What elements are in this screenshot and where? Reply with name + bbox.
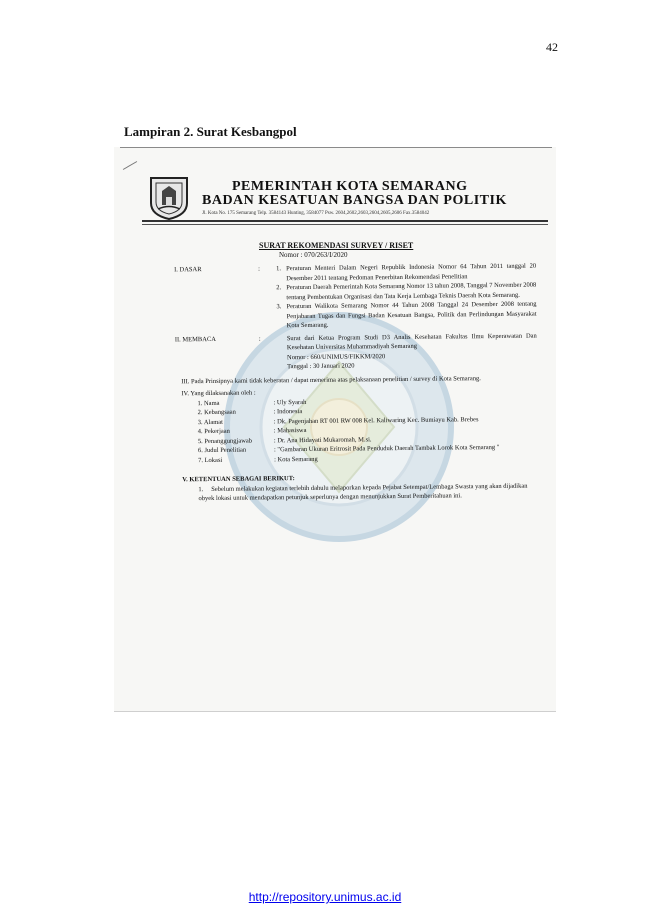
section-dasar <box>114 261 556 332</box>
section-label: I. DASAR <box>174 266 202 274</box>
row-value: : Dk. Pagenjahan RT 001 RW 008 Kel. Kaliwaring Kec. Bumiayu Kab. Brebes <box>273 415 479 425</box>
scan-top-rule <box>120 147 552 148</box>
row-key: 7. Lokasi <box>198 456 223 464</box>
government-name: PEMERINTAH KOTA SEMARANG <box>232 179 468 194</box>
item-text: Tanggal : 30 Januari 2020 <box>287 362 355 371</box>
approval-statement: III. Pada Prinsipnya kami tidak keberatan / dapat menerima atas pelaksanaan penelitian / survey di Kota Semarang. <box>181 374 481 385</box>
list-item <box>114 299 556 332</box>
item-text: Nomor : 660/UNIMUS/FIKKM/2020 <box>286 352 386 361</box>
appendix-title: Lampiran 2. Surat Kesbangpol <box>124 124 297 139</box>
row-value: : Mahasiswa <box>273 426 307 435</box>
identity-table <box>115 395 556 466</box>
page-number: 42 <box>546 40 558 54</box>
row-key: 4. Pekerjaan <box>197 427 230 436</box>
row-key: 3. Alamat <box>197 418 223 426</box>
row-key: 6. Judul Penelitian <box>197 446 247 455</box>
item-number: 3. <box>276 303 282 311</box>
scan-mark <box>123 161 137 170</box>
row-value: : Indonesia <box>273 408 303 416</box>
item-text: Peraturan Menteri Dalam Negeri Republik Indonesia Nomor 64 Tahun 2011 tanggal 20 Desember 2011 tentang Pedoman Penerbitan Rekomendasi Penelitian <box>286 262 537 282</box>
item-text: Surat dari Ketua Program Studi D3 Analis Kesehatan Fakultas Ilmu Keperawatan Dan Kesehatan Universitas Muhammadiyah Semarang <box>286 332 537 352</box>
agency-name: BADAN KESATUAN BANGSA DAN POLITIK <box>202 193 507 208</box>
item-number: 1. <box>276 265 281 273</box>
item-text: Peraturan Walikota Semarang Nomor 44 Tahun 2008 Tanggal 24 Desember 2008 tentang Penjabaran Tugas dan Fungsi Badan Kesatuan Bangsa, Politik dan Perlindungan Masyarakat Kota Semarang. <box>286 300 537 330</box>
section-label: II. MEMBACA <box>174 335 217 343</box>
letter-body <box>114 258 556 504</box>
item-text: Sebelum melakukan kegiatan terlebih dahulu melaporkan kepada Pejabat Setempat/Lembaga Swasta yang akan dijadikan obyek lokasi untuk mendapatkan petunjuk seperlunya dengan menunjukkan Surat Pemberitahuan ini. <box>198 482 528 503</box>
row-key: 2. Kebangsaan <box>197 408 236 417</box>
agency-address: Jl. Kota No. 175 Semarang Telp. 3584143 Hunting, 3584077 Psw. 2604,2602,2603,2604,2605,2606 Fax.3584042 <box>202 211 430 216</box>
section-membaca <box>115 331 556 374</box>
repository-link[interactable]: http://repository.unimus.ac.id <box>248 890 402 904</box>
item-text: Peraturan Daerah Pemerintah Kota Semarang Nomor 13 tahun 2008, Tanggal 7 November 2008 tentang Pembentukan Organisasi dan Tata Kerja Lembaga Teknis Daerah Kota Semarang. <box>286 281 537 301</box>
row-key: 5. Penanggungjawab <box>197 437 253 445</box>
row-key: 1. Nama <box>197 399 220 407</box>
row-value: : Dr. Ana Hidayati Mukaromah, M.si. <box>273 435 372 444</box>
letter-title: SURAT REKOMENDASI SURVEY / RISET <box>259 241 414 250</box>
letter-number: Nomor : 070/263/I/2020 <box>279 251 348 259</box>
row-value: : Uly Syarah <box>273 398 307 406</box>
item-number: 1. <box>198 485 204 493</box>
row-value: : Kota Semarang <box>274 455 318 463</box>
section-colon: : <box>258 334 261 342</box>
item-number: 2. <box>276 284 282 292</box>
city-emblem-logo <box>148 175 190 221</box>
section-heading: V. KETENTUAN SEBAGAI BERIKUT: <box>182 475 295 484</box>
row-value: : "Gambaran Ukuran Eritrosit Pada Penduduk Daerah Tambak Lorok Kota Semarang " <box>273 443 500 454</box>
section-colon: : <box>258 265 260 273</box>
header-rule-thin <box>142 224 548 225</box>
scanned-letter <box>114 147 556 712</box>
header-rule <box>142 220 548 222</box>
section-heading: IV. Yang dilaksanakan oleh : <box>181 389 256 398</box>
